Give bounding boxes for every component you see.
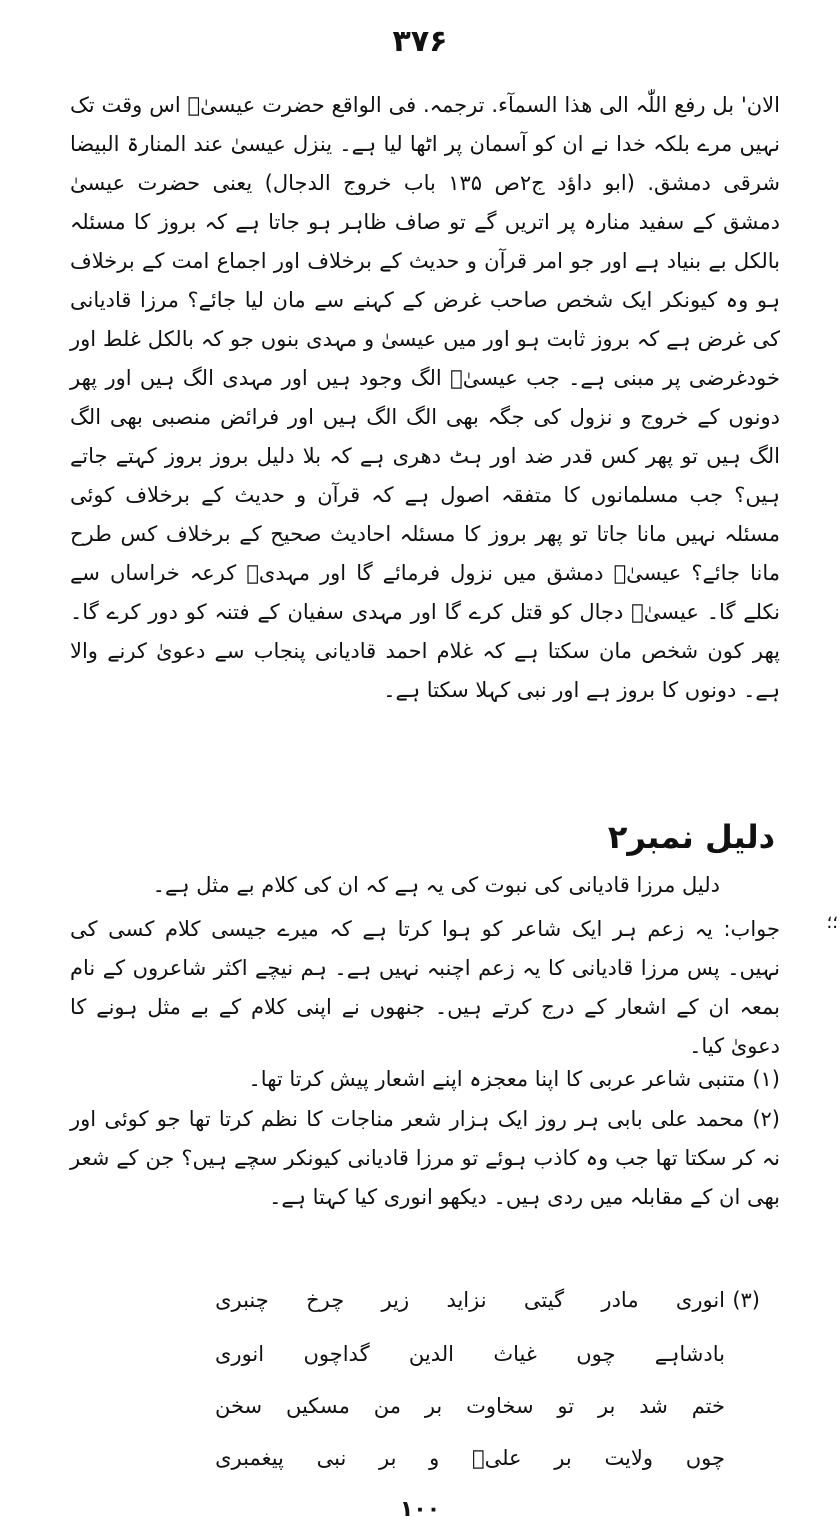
- verse-word: تو: [557, 1394, 575, 1418]
- section-heading: دلیل نمبر۲: [607, 818, 775, 856]
- paragraph-4: (۱) متنبی شاعر عربی کا اپنا معجزہ اپنے اشعار پیش کرتا تھا۔: [248, 1067, 780, 1091]
- verse-word: زیر: [381, 1288, 410, 1312]
- margin-mark: ؛؛: [826, 912, 838, 933]
- verse-word: چوں: [685, 1446, 725, 1470]
- page-number-bottom: ۱۰۰: [399, 1497, 441, 1522]
- verse-word: من: [373, 1394, 401, 1418]
- verse-word: پیغمبری: [215, 1446, 284, 1470]
- paragraph-2: دلیل مرزا قادیانی کی نبوت کی یہ ہے کہ ان کی کلام بے مثل ہے۔: [152, 873, 720, 897]
- verse-word: بر: [597, 1394, 616, 1418]
- verse-word: انوری: [215, 1342, 265, 1366]
- verse-word: ختم: [691, 1394, 725, 1418]
- verse-word: چنبری: [215, 1288, 269, 1312]
- paragraph-1: الان' بل رفع اللّٰہ الی ھذا السمآء. ترجمہ. فی الواقع حضرت عیسیٰؑ اس وقت تک نہیں مرے بلکہ خدا نے ان کو آسمان پر اٹھا لیا ہے۔ ینزل عیسیٰ عند المنارۃ البیضا شرقی دمشق. (ابو داؤد ج۲ص ۱۳۵ باب خروج الدجال) یعنی حضرت عیسیٰ دمشق کے سفید منارہ پر اتریں گے تو صاف ظاہر ہو جاتا ہے کہ بروز کا مسئلہ بالکل بے بنیاد ہے اور جو امر قرآن و حدیث کے برخلاف اور اجماع امت کے برخلاف ہو وہ کیونکر ایک شخص صاحب غرض کے کہنے سے مان لیا جائے؟ مرزا قادیانی کی غرض ہے کہ بروز ثابت ہو اور میں عیسیٰ و مہدی بنوں جو کہ بالکل غلط اور خودغرضی پر مبنی ہے۔ جب عیسیٰؑ الگ وجود ہیں اور مہدی الگ ہیں اور پھر دونوں کے خروج و نزول کی جگہ بھی الگ الگ ہیں اور فرائض منصبی بھی الگ الگ ہیں تو پھر کس قدر ضد اور ہٹ دھری ہے کہ بلا دلیل بروز بروز کہتے جاتے ہیں؟ جب مسلمانوں کا متفقہ اصول ہے کہ قرآن و حدیث کے برخلاف کوئی مسئلہ نہیں مانا جاتا تو پھر بروز کا مسئلہ احادیث صحیح کے برخلاف کس طرح مانا جائے؟ عیسیٰؑ دمشق میں نزول فرمائے گا اور مہدیؑ کرعہ خراساں سے نکلے گا۔ عیسیٰؑ دجال کو قتل کرے گا اور مہدی سفیان کے فتنہ کو دور کرے گا۔ پھر کون شخص مان سکتا ہے کہ غلام احمد قادیانی پنجاب سے دعویٰ کرنے والا ہے۔ دونوں کا بروز ہے اور نبی کہلا سکتا ہے۔: [70, 93, 780, 702]
- verse-word: مادر: [601, 1288, 639, 1312]
- verse-word: بر: [379, 1446, 397, 1470]
- page-number-top: ۳۷۶: [392, 24, 448, 59]
- paragraph-5: (۲) محمد علی بابی ہر روز ایک ہزار شعر مناجات کا نظم کرتا تھا جو کوئی اور نہ کر سکتا تھا جب وہ کاذب ہوئے تو مرزا قادیانی کیونکر سچے ہیں؟ جن کے شعر بھی ان کے مقابلہ میں ردی ہیں۔ دیکھو انوری کیا کہتا ہے۔: [70, 1107, 780, 1209]
- verse-word: بر: [424, 1394, 443, 1418]
- verse-word: نبی: [316, 1446, 347, 1470]
- verse-word: الدین: [408, 1342, 454, 1366]
- verse-word: انوری: [675, 1288, 725, 1312]
- verse-word: گداچوں: [303, 1342, 370, 1366]
- verse-word: نزاید: [446, 1288, 487, 1312]
- verse-word: چرخ: [306, 1288, 345, 1312]
- verse-word: بر: [554, 1446, 572, 1470]
- verse-line-1: [215, 1288, 725, 1312]
- verse-word: علیؑ: [472, 1446, 522, 1470]
- verse-word: سخاوت: [466, 1394, 534, 1418]
- verse-word: سخن: [215, 1394, 263, 1418]
- verse-word: بادشاہے: [654, 1342, 725, 1366]
- paragraph-3: جواب: یہ زعم ہر ایک شاعر کو ہوا کرتا ہے کہ میرے جیسی کلام کسی کی نہیں۔ پس مرزا قادیانی کا یہ زعم اچنبہ نہیں ہے۔ ہم نیچے اکثر شاعروں کے نام بمعہ ان کے اشعار کے درج کرتے ہیں۔ جنھوں نے اپنی کلام کے بے مثل ہونے کا دعویٰ کیا۔: [70, 917, 780, 1058]
- verse-word: مسکیں: [285, 1394, 350, 1418]
- verse-word: غیاث: [493, 1342, 537, 1366]
- verse-word: ولایت: [604, 1446, 654, 1470]
- verse-number: (۳): [732, 1288, 760, 1312]
- verse-word: شد: [639, 1394, 668, 1418]
- verse-word: و: [429, 1446, 440, 1470]
- verse-line-2: [215, 1342, 725, 1366]
- verse-line-4: [215, 1446, 725, 1470]
- verse-word: چوں: [576, 1342, 616, 1366]
- verse-word: گیتی: [523, 1288, 565, 1312]
- verse-line-3: [215, 1394, 725, 1418]
